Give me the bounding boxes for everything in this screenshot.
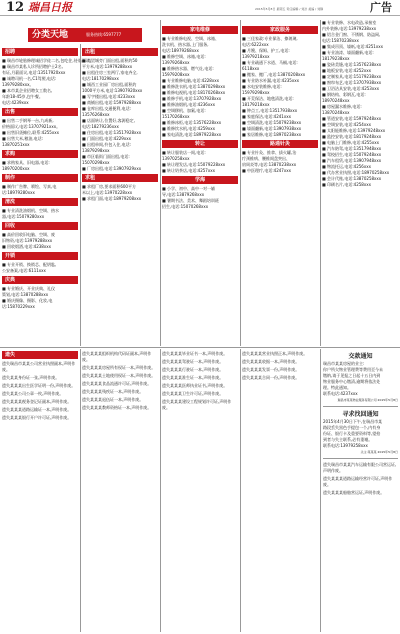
classified-item: ■ 出租住房三室两厅,家电齐全,: [82, 70, 138, 75]
lost-notice: 遗失某某某毕业证书一本,声明作废。: [162, 351, 228, 356]
notice-line: 到者与失主联系,必有重谢。: [323, 437, 373, 442]
notice-line: 路段丢失黑色手提包一个,内有身: [323, 425, 381, 430]
column-5: [322, 20, 398, 346]
classified-item: 年龄18-45岁,包午餐。: [2, 94, 43, 99]
classified-item: ■ 诚聘司机一名,C1驾照,电话:: [2, 76, 57, 81]
classified-item: 平方米,电话:13979288xxx: [82, 64, 133, 69]
notice-line: 联系电话:13979258xxx: [323, 443, 368, 448]
column-divider: [320, 349, 321, 632]
classified-item: ■ 维修洗衣机,电话:13870298xxx: [162, 84, 226, 89]
lost-notice: 遗失某某某驾驶证一本,声明作废。: [162, 359, 224, 364]
notice-line: 2015年4月30日下午,在瑞昌市某: [323, 419, 383, 424]
classified-item: ■ 三佳家政:专业保洁、擦玻璃,: [242, 36, 298, 41]
classified-item: 电话:18170298xxx: [82, 76, 119, 81]
lost-column-1: [2, 361, 78, 632]
classified-item: ■ 市区临街门面出租,电话:: [82, 154, 130, 159]
lost-notice: 遗失某某某船舶营运证,声明作废。: [323, 490, 385, 495]
lost-notice: 遗失某某某退伍证一本,声明作废。: [82, 397, 144, 402]
classified-item: ■ 印刷名片,电话:4258xxx: [322, 182, 371, 187]
classified-item: ■ 空调移机、加氟,电话:: [162, 108, 206, 113]
category-header: 招聘: [2, 48, 78, 56]
section-divider: [0, 347, 400, 348]
classified-item: 1000平方米,电话:13907920xxx: [82, 88, 143, 93]
lost-notice: 遗失某某某行驶证一本,声明作废。: [162, 367, 224, 372]
lost-notice: 遗失某某某残疾证一本,声明作废。: [82, 389, 144, 394]
classified-item: ■ 店面转让,位置好,客源稳定,: [82, 118, 135, 123]
classified-item: ■ 钢结构、彩钢瓦,电话:: [322, 92, 366, 97]
classified-item: ■ 空调安装,电话:4254xxx: [322, 122, 371, 127]
lost-notice: 遗失某某某发票一份,声明作废。: [242, 367, 300, 372]
classified-item: ■ 转让服装店一间,电话:: [162, 150, 206, 155]
lost-notice: 遗失某某某银行开户许可证,声明作废。: [2, 415, 72, 420]
section-label: 广告: [370, 1, 392, 14]
lost-section-label: 遗失: [2, 351, 78, 359]
notice-line: 物业服务中心缴清,逾期将依法处: [323, 379, 381, 384]
notice-line: 联系电话:4237xxx: [323, 391, 358, 396]
classified-item: 电话:18979268xxx: [162, 48, 199, 53]
classified-item: ■ 转让理发店,电话:15079228xxx: [162, 162, 226, 167]
lost-notice: 遗失某某某房屋所有权证一本,声明作废。: [82, 365, 156, 370]
classified-item: 18179238xxx: [322, 56, 350, 61]
lost-notice: 遗失瑞昌市某某汽车运输有限公司营运证,声明作废。: [323, 462, 397, 473]
classified-item: 价格面议,电话:13707921xxx。: [2, 124, 61, 129]
category-header: 出售: [2, 108, 78, 116]
classified-item: ■ 回收烟酒,电话:4238xxx: [2, 244, 51, 249]
classified-item: 15979208xxx: [162, 72, 190, 77]
lost-column-2: [82, 351, 158, 632]
classified-item: ■ 专业维修电脑,电话:4228xxx: [162, 78, 219, 83]
classified-item: 15170268xxx: [162, 114, 190, 119]
classified-item: ■ 仓库出租,交通便利,电话:: [82, 106, 131, 111]
category-header: 学海: [162, 176, 238, 184]
lost-notice: 遗失某某某营业执照正本,声明作废。: [242, 351, 308, 356]
lost-column-3: [162, 351, 238, 632]
classified-item: ■ 出售二手钢琴一台,九成新,: [2, 118, 54, 123]
notice-line: 你户所欠物业管理费等费用至今未: [323, 367, 383, 372]
classified-item: 招生,电话:15070268xxx: [162, 204, 209, 209]
classified-item: ■ 瑞昌市轮胎修理诚招学徒二名,包吃住,待遇面议。: [2, 58, 94, 63]
column-divider: [160, 20, 161, 346]
classified-item: ■ 家电清洗,电话:18979228xxx: [162, 132, 222, 137]
column-divider: [160, 349, 161, 632]
classified-item: ■ 卫浴洁具安装,电话:4253xxx: [322, 86, 379, 91]
classified-item: ■ 月嫂、保姆、护工,电话:: [242, 48, 290, 53]
classified-item: 米以上,电话:13970228xxx: [82, 190, 133, 195]
classified-item: ■ 物流托运,电话:4256xxx: [322, 164, 371, 169]
classified-item: ■ 钟点工,电话:13517938xxx: [242, 108, 298, 113]
payment-notice-signature: 瑞昌市某某物业服务有限公司 2015年5月8日: [337, 398, 398, 402]
classified-item: ■ 维修电视机,电话:18170268xxx: [162, 90, 226, 95]
classified-item: 内外装修,电话:13979238xxx: [322, 26, 377, 31]
lost-notice: 遗失某某某出生医学证明一份,声明作废。: [2, 383, 76, 388]
classified-item: ■ 家居维修,电话:18970238xxx: [242, 132, 302, 137]
classified-item: ■ 太阳能维修,电话:13979248xxx: [322, 128, 386, 133]
lost-notice: 遗失某某某卫生许可证,声明作废。: [162, 391, 224, 396]
classified-item: ■ 中医理疗,电话:4247xxx: [242, 168, 291, 173]
classified-item: ■ 门面出租,电话:4229xxx: [82, 136, 131, 141]
classified-item: 18179218xxx: [242, 102, 270, 107]
classified-item: 13979218xxx: [242, 54, 270, 59]
classified-item: ■ 驾校招生,电话:15079248xxx: [322, 152, 382, 157]
classified-item: ■ 墙面翻新,电话:13907938xxx: [242, 126, 302, 131]
category-header: 开锁: [2, 252, 78, 260]
classified-item: ■ 汽车陪驾,电话:13517948xxx: [322, 146, 382, 151]
classified-item: ■ 代办营业执照,电话:18970258xxx: [322, 170, 390, 175]
classified-item: ■ 维修空调、冰箱,电话:: [162, 54, 206, 59]
notice-line: 缴纳,请于见报之日起十五日内到: [323, 373, 381, 378]
classified-item: ■ 专业装修、水电改造,承接室: [322, 20, 377, 25]
classified-item: ■ 专业清洗油烟机、空调、热水: [2, 208, 60, 213]
classified-item: 器,电话:15079280xxx: [2, 214, 45, 219]
classified-item: 13970258xxx: [162, 156, 190, 161]
classified-item: ■ 搬家、搬厂,电话:13870208xxx: [242, 72, 306, 77]
classified-item: ■ 转让奶茶店,电话:4257xxx: [162, 168, 215, 173]
classified-item: 疗颈椎病、腰椎间盘突出、: [242, 156, 290, 161]
classified-item: ■ 开荒保洁、地毯清洗,电话:: [242, 96, 294, 101]
notice-divider: [323, 406, 398, 407]
category-header: 家电维修: [162, 26, 238, 34]
classified-item: 15979298xxx: [242, 90, 270, 95]
classified-item: ■ 维修冰柜,电话:13576228xxx: [162, 120, 222, 125]
column-divider: [240, 349, 241, 632]
classified-item: 策划,电话:13870288xxx: [2, 292, 49, 297]
classified-item: ■ 会计代账,电话:13870258xxx: [322, 176, 382, 181]
classified-item: 电话:18279236xxx: [82, 124, 119, 129]
classified-item: 电话:4239xxx: [2, 100, 29, 105]
column-2: [82, 46, 158, 346]
classified-item: ■ 水电安装维修,电话:: [242, 84, 282, 89]
classified-item: ■ 专业针灸、推拿、拔火罐,治: [242, 150, 297, 155]
lost-notice: 遗失某某某食品流通许可证,声明作废。: [82, 381, 152, 386]
classified-item: ■ 维修手机,电话:13707928xxx: [162, 96, 222, 101]
classified-item: ■ 地板安装,电话:4252xxx: [322, 68, 371, 73]
classified-item: ■ 监控安装,电话:18179248xxx: [322, 134, 382, 139]
column-divider: [80, 44, 81, 346]
found-notice-title: 寻求找回通知: [342, 411, 379, 418]
classified-item: 话:18979280xxx: [2, 190, 35, 195]
classified-item: ■ 本市某企业招聘女工数名,: [2, 88, 53, 93]
lost-notice: 遗失某某某道路运输证一本,声明作废。: [2, 407, 72, 412]
lost-notice: 遗失某某身份证一张,声明作废。: [2, 375, 60, 380]
classified-item: ■ 住房出租,电话:13517928xxx: [82, 130, 142, 135]
lost-notice: 遗失某某某准生证一本,声明作废。: [162, 375, 224, 380]
classified-item: ■ 瑞昌市某私人诊所招聘护士2名,: [2, 64, 63, 69]
payment-notice-title: 交款通知: [348, 353, 373, 360]
classified-item: 13979268xxx: [162, 60, 190, 65]
payment-notice-body: [323, 361, 398, 397]
classified-item: ■ 专业疏通下水道、马桶,电话:: [242, 60, 298, 65]
category-header: 求租: [82, 174, 158, 182]
classified-item: 6118xxx: [242, 66, 260, 71]
classified-item: ■ 暑期书法、美术、舞蹈培训班: [162, 198, 220, 203]
notice-divider: [323, 458, 398, 459]
lost-notice: 遗失某某某教师资格证一本,声明作废。: [82, 405, 152, 410]
classified-item: ■ 电脑上门维修,电话:4255xxx: [322, 140, 379, 145]
classified-item: ■ 维修油烟机,电话:4236xxx: [162, 102, 215, 107]
banner-phone: 服务热线:6597777: [86, 32, 122, 37]
classified-item: ■ 商铺出租,电话:15979288xxx: [82, 100, 142, 105]
lost-notice: 遗失某某公司公章一枚,声明作废。: [2, 391, 64, 396]
classified-item: 18970200xxx: [2, 166, 30, 171]
classified-item: 13870251xxx: [2, 142, 30, 147]
classified-item: ■ 求租厂房,要求面积600平方: [82, 184, 136, 189]
category-header: 出租: [82, 48, 158, 56]
classified-item: ■ 专业婚庆、开业庆典、礼仪: [2, 286, 56, 291]
classified-item: ■ 定制家具,电话:15179238xxx: [322, 74, 382, 79]
classified-item: ■ 家庭保洁,电话:4241xxx: [242, 114, 291, 119]
lost-notice: 遗失某某某税务登记证副本,声明作废。: [2, 399, 72, 404]
classified-item: ■ 商贸城旁门面出租,面积约50: [82, 58, 138, 63]
extra-lost-notices: [323, 462, 398, 496]
classified-item: ■ 制作广告牌、喷绘、写真,电: [2, 184, 57, 189]
banner-title: 分类天地: [32, 30, 69, 40]
category-header: 求购: [2, 150, 78, 158]
classified-item: ■ 窗帘布艺,电话:13707938xxx: [322, 80, 382, 85]
classified-item: ■ 专业油漆、墙面翻新,电话:: [322, 50, 374, 55]
classified-item: 13870248xxx: [322, 110, 350, 115]
classified-item: ■ 维修热水器、燃气灶,电话:: [162, 66, 214, 71]
classified-item: ■ 专业防水补漏,电话:4235xxx: [242, 78, 299, 83]
found-notice-body: [323, 419, 398, 449]
classified-item: ■ 小学、初中、高中一对一辅: [162, 186, 216, 191]
column-divider: [80, 349, 81, 632]
category-header: 家政服务: [242, 26, 318, 34]
classified-item: ■ 婚庆摄像、摄影、化妆,电: [2, 298, 53, 303]
classified-item: ■ 出租单间,拎包入住,电话:: [82, 142, 131, 147]
column-divider: [320, 20, 321, 346]
category-header: 清洗: [2, 198, 78, 206]
category-header: 制作: [2, 174, 78, 182]
lost-notice: 遗失瑞昌市某某公司营业执照副本,声明作废。: [2, 361, 76, 372]
lost-notice: 遗失某某某组织机构代码证副本,声明作废。: [82, 351, 152, 362]
classified-item: 洗衣机、热水器,上门服务,: [162, 42, 209, 47]
classified-item: 13576268xxx: [82, 112, 110, 117]
classified-item: ■ 维修饮水机,电话:4259xxx: [162, 126, 215, 131]
classified-item: ■ 出售旧货摊位,联系:4255xxx: [2, 130, 59, 135]
classified-item: ■ 空调清洗,电话:15079238xxx: [242, 120, 302, 125]
classified-item: 电话:6222xxx: [242, 42, 269, 47]
classified-banner: [28, 28, 142, 42]
classified-item: ■ 专业开锁、换锁芯、配钥匙,: [2, 262, 57, 267]
classified-item: 旧物资,电话:13979288xxx: [2, 238, 53, 243]
classified-item: ■ 铝合金门窗、不锈钢、防盗网,: [322, 32, 381, 37]
column-3: [162, 24, 238, 346]
category-header: 路通针灸: [242, 140, 318, 148]
classified-item: ■ 城西工业园厂房出租,面积约: [82, 82, 137, 87]
classified-item: 有证,月薪面议,电话:13517920xxx: [2, 70, 66, 75]
newspaper-name: 瑞昌日报: [28, 1, 72, 14]
classified-item: ■ 瓷砖美缝,电话:13576238xxx: [322, 62, 382, 67]
classified-item: 13879298xxx: [82, 148, 110, 153]
lost-notice: 遗失某某某收据一本,声明作废。: [242, 359, 300, 364]
classified-item: ■ 求购家具、旧电器,电话:: [2, 160, 50, 165]
classified-item: 导,电话:13879268xxx: [162, 192, 205, 197]
notice-line: 瑞昌市某某房屋的业主:: [323, 361, 365, 366]
classified-item: ■ 厂房出租,电话:13907929xxx: [82, 166, 142, 171]
lost-notice: 遗失某某某合同一份,声明作废。: [242, 375, 300, 380]
classified-item: ■ 求租门面,电话:18979208xxx: [82, 196, 142, 201]
category-header: 回收: [2, 222, 78, 230]
classified-item: ■ 集成吊顶、墙纸,电话:4251xxx: [322, 44, 383, 49]
column-divider: [240, 20, 241, 346]
dateline: 2015年5月8日 星期五 责任编辑 / 刘洪 美编 / 刘静: [255, 7, 324, 11]
lost-notice: 遗失某某某建设工程规划许可证,声明作废。: [162, 399, 232, 410]
classified-item: ■ 汽车租赁,电话:13907948xxx: [322, 158, 382, 163]
classified-item: ■ 房屋漏水维修,电话:: [322, 104, 362, 109]
notices-column: [323, 352, 398, 632]
classified-item: 13979280xxx。: [2, 82, 34, 87]
page-header: [0, 0, 400, 16]
classified-item: ■ 写字楼出租,电话:4233xxx: [82, 94, 135, 99]
lost-notice: 遗失某某某土地使用权证一本,声明作废。: [82, 373, 156, 378]
lost-notice: 遗失某某某医师执业证书,声明作废。: [162, 383, 228, 388]
classified-item: ■ 高价回收旧电脑、空调、废: [2, 232, 56, 237]
category-header: 庆典: [2, 276, 78, 284]
lost-notice: 遗失某某某道路运输经营许可证,声明作废。: [323, 476, 393, 487]
category-header: 转让: [162, 140, 238, 148]
notice-line: 理。特此通知。: [323, 385, 351, 390]
page-number: 12: [6, 0, 25, 15]
classified-item: 电话:15870238xxx: [322, 38, 359, 43]
classified-item: ■ 出售大米,粮油,电话:: [2, 136, 43, 141]
classified-item: 15070298xxx: [82, 160, 110, 165]
classified-item: 话:15870229xxx: [2, 304, 35, 309]
classified-item: 18970248xxx: [322, 98, 350, 103]
classified-item: 公安备案,电话:6111xxx: [2, 268, 46, 273]
lost-column-4: [242, 351, 318, 632]
classified-item: ■ 专业维修电视、空调、冰箱、: [162, 36, 220, 41]
column-4: [242, 24, 318, 346]
found-notice-signature: 失主:某某某 2015年5月8日: [360, 450, 398, 454]
classified-item: 肩周炎等,电话:13870238xxx: [242, 162, 297, 167]
notice-line: 份证、银行卡及重要资料等,望拾: [323, 431, 381, 436]
classified-item: ■ 管道安装,电话:15979248xxx: [322, 116, 382, 121]
